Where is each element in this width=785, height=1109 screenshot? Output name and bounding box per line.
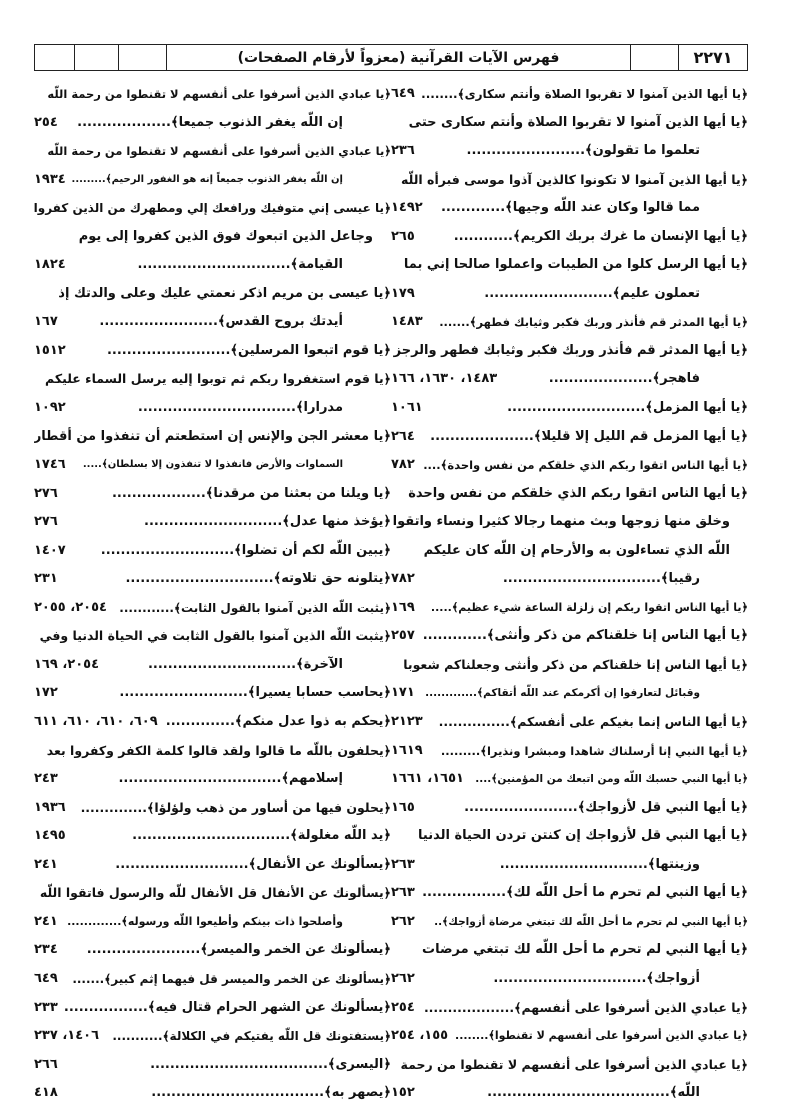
index-line <box>34 223 391 252</box>
page-reference: ١٠٦١ <box>391 400 423 416</box>
index-line <box>34 737 391 766</box>
index-line <box>34 879 391 908</box>
index-line <box>34 537 391 566</box>
verse-text: ﴿يا عبادي الذين أسرفوا على أنفسهم لا تقنطوا من رحمة اللّه <box>47 144 391 159</box>
index-line <box>34 1051 391 1080</box>
page-reference: ٦٠٩، ٦١٠، ٦١٠، ٦١١ <box>34 714 158 730</box>
index-line <box>391 480 748 509</box>
verse-text: ﴿يا عيسى إني متوفيك ورافعك إلي ومطهرك من الذين كفروا <box>34 201 391 216</box>
verse-text: ﴿يسألونك عن الخمر والميسر قل فيهما إثم كبير﴾....... <box>72 971 391 986</box>
index-line <box>391 1079 748 1108</box>
verse-text: ﴿يحلفون باللّه ما قالوا ولقد قالوا كلمة الكفر وكفروا بعد <box>46 742 391 758</box>
verse-text: ﴿يحكم به ذوا عدل منكم﴾.............. <box>165 714 391 730</box>
index-line <box>391 594 748 623</box>
verse-text: ﴿يا أيها الناس اتقوا ربكم الذي خلقكم من نفس واحدة <box>408 485 748 501</box>
index-line <box>391 223 748 252</box>
index-line <box>34 851 391 880</box>
page-reference: ٦٤٩ <box>391 86 415 101</box>
verse-text: مما قالوا وكان عند اللّه وجيها﴾............. <box>440 200 700 216</box>
header-empty-cell <box>35 45 75 70</box>
verse-text: ﴿يبين اللّه لكم أن تضلوا﴾........................... <box>100 542 391 558</box>
page-reference: ١٠٩٢ <box>34 400 66 416</box>
verse-text: إسلامهم﴾................................. <box>118 771 343 787</box>
index-line <box>391 936 748 965</box>
index-line <box>391 365 748 394</box>
verse-text: ﴿يا أيها الإنسان ما غرك بربك الكريم﴾............ <box>453 228 748 244</box>
index-line <box>34 423 391 452</box>
index-line <box>34 936 391 965</box>
verse-text: أزواجك﴾............................... <box>493 970 700 986</box>
index-line <box>391 451 748 480</box>
index-line <box>34 166 391 195</box>
index-line <box>34 308 391 337</box>
verse-text: إن اللّه يغفر الذنوب جميعاً إنه هو الغفور الرحيم﴾......... <box>71 173 343 185</box>
index-line <box>391 879 748 908</box>
verse-text: رقيبا﴾................................ <box>502 571 700 587</box>
header-empty-cell <box>631 45 679 70</box>
index-line <box>34 908 391 937</box>
verse-text: اللّه﴾..................................... <box>487 1085 700 1101</box>
index-line <box>391 965 748 994</box>
index-line <box>391 622 748 651</box>
verse-text: ﴿يا أيها الذين آمنوا لا تكونوا كالذين آذوا موسى فبرأه اللّه <box>401 171 748 187</box>
index-line <box>34 508 391 537</box>
verse-text: مدرارا﴾................................ <box>137 400 343 416</box>
verse-text: ﴿يا أيها النبي لم تحرم ما أحل اللّه لك﴾................. <box>422 885 748 901</box>
verse-text: ﴿يا أيها الرسل كلوا من الطيبات واعملوا صالحا إني بما <box>403 257 748 273</box>
verse-text: ﴿يا أيها النبي حسبك اللّه ومن اتبعك من المؤمنين﴾.... <box>475 773 748 786</box>
verse-text: القيامة﴾............................... <box>137 257 343 273</box>
index-line <box>34 194 391 223</box>
index-line <box>391 166 748 195</box>
verse-text: أيدتك بروح القدس﴾........................ <box>99 314 343 330</box>
page-reference: ٢٠٥٤، ٢٠٥٥ <box>34 599 107 615</box>
verse-text: وأصلحوا ذات بينكم وأطيعوا اللّه ورسوله﴾............. <box>67 914 343 928</box>
index-line <box>34 1022 391 1051</box>
page-reference: ١٧٢ <box>34 685 58 701</box>
page-reference: ١٤٨٣ <box>391 314 423 330</box>
verse-text: ﴿يا أيها المزمل﴾............................ <box>507 400 748 416</box>
index-line <box>391 109 748 138</box>
page-reference: ١٦٩ <box>391 599 415 615</box>
index-line <box>391 251 748 280</box>
index-line <box>34 565 391 594</box>
index-line <box>34 337 391 366</box>
verse-text: ﴿يا أيها الناس إنما بغيكم على أنفسكم﴾............... <box>438 714 748 730</box>
page-reference: ٧٨٢ <box>391 457 415 473</box>
page-reference: ٢٦٥ <box>391 228 415 244</box>
index-line <box>391 537 748 566</box>
verse-text: ﴿يحلون فيها من أساور من ذهب ولؤلؤا﴾.............. <box>80 799 391 815</box>
page-reference: ٢٦٢ <box>391 970 415 986</box>
verse-text: ﴿يا أيها المدثر قم فأنذر وربك فكبر وثيابك فطهر والرجز <box>393 342 748 358</box>
index-line <box>34 765 391 794</box>
verse-text: ﴿يؤخذ منها عدل﴾............................ <box>144 514 391 530</box>
verse-text: ﴿يا أيها النبي قل لأزواجك إن كنتن تردن الحياة الدنيا <box>418 828 748 844</box>
verse-text: ﴿يا أيها النبي إنا أرسلناك شاهدا ومبشرا ونذيرا﴾......... <box>440 743 748 758</box>
page-reference: ١٦٥ <box>391 799 415 815</box>
page-reference: ١٤٠٦، ٢٣٧ <box>34 1028 100 1044</box>
page-reference: ٢٦٢ <box>391 913 415 929</box>
index-line <box>34 622 391 651</box>
page-reference: ١٦٥١، ١٦٦١ <box>391 771 464 787</box>
verse-text: ﴿يثبت اللّه الذين آمنوا بالقول الثابت في الحياة الدنيا وفي <box>39 628 391 644</box>
page-reference: ١٧٩ <box>391 285 415 301</box>
page-reference: ٢٥٤ <box>391 999 415 1015</box>
page-reference: ٢٤٣ <box>34 771 58 787</box>
index-line <box>34 480 391 509</box>
index-column-left <box>34 80 391 1108</box>
page-reference: ١٤٩٢ <box>391 200 423 216</box>
page-reference: ٢٣٦ <box>391 143 415 159</box>
page-reference: ٢٧٦ <box>34 514 58 530</box>
index-line <box>34 280 391 309</box>
index-line <box>34 1079 391 1108</box>
index-line <box>34 708 391 737</box>
verse-text: وجاعل الذين اتبعوك فوق الذين كفروا إلى يوم <box>78 228 373 244</box>
verse-text: ﴿يثبت اللّه الذين آمنوا بالقول الثابت﴾............ <box>119 600 391 615</box>
verse-text: ﴿يتلونه حق تلاوته﴾.............................. <box>125 571 391 587</box>
page-reference: ١٤٩٥ <box>34 828 66 844</box>
index-line <box>391 822 748 851</box>
verse-text: ﴿اليسرى﴾.................................... <box>150 1056 391 1072</box>
index-line <box>391 679 748 708</box>
page-reference: ١٨٢٤ <box>34 257 66 273</box>
page-reference: ١٦١٩ <box>391 742 423 758</box>
index-line <box>391 651 748 680</box>
index-line <box>34 394 391 423</box>
verse-text: ﴿يا أيها النبي قل لأزواجك﴾....................... <box>464 799 748 815</box>
page-reference: ١٩٣٤ <box>34 171 66 187</box>
page-reference: ١٦٧ <box>34 314 58 330</box>
verse-text: ﴿يا عبادي الذين أسرفوا على أنفسهم لا تقنطوا من رحمة اللّه <box>47 87 391 101</box>
page-reference: ١٤٨٣، ١٦٣٠، ١٦٦ <box>391 371 498 387</box>
index-line <box>391 708 748 737</box>
verse-text: ﴿يد اللّه مغلولة﴾................................ <box>132 828 391 844</box>
index-line <box>391 1022 748 1051</box>
index-line <box>391 423 748 452</box>
verse-text: ﴿يسألونك عن الشهر الحرام قتال فيه﴾................. <box>63 999 391 1015</box>
index-line <box>34 251 391 280</box>
index-line <box>391 737 748 766</box>
verse-text: ﴿يصهر به﴾................................... <box>151 1085 391 1101</box>
verse-text: ﴿يا أيها المدثر قم فأنذر وربك فكبر وثيابك فطهر﴾....... <box>439 315 748 330</box>
verse-text: ﴿يا أيها النبي لم تحرم ما أحل اللّه لك تبتغي مرضاة أزواجك﴾.. <box>434 915 748 928</box>
verse-text: الآخرة﴾.............................. <box>147 656 343 672</box>
verse-text: ﴿يستفتونك قل اللّه يفتيكم في الكلالة﴾........... <box>112 1029 391 1044</box>
verse-text: ﴿يحاسب حسابا يسيرا﴾.......................... <box>119 685 391 701</box>
verse-text: ﴿يسألونك عن الأنفال﴾........................... <box>115 856 391 872</box>
verse-text: ﴿يا ويلنا من بعثنا من مرقدنا﴾................... <box>111 485 391 501</box>
verse-text: وخلق منها زوجها وبث منهما رجالا كثيرا ونساء واتقوا <box>392 514 730 530</box>
index-line <box>391 565 748 594</box>
verse-text: ﴿يا أيها الذين آمنوا لا تقربوا الصلاة وأنتم سكارى حتى <box>408 114 748 130</box>
page-number: ٢٢٧١ <box>693 48 733 67</box>
header-empty-cell <box>119 45 167 70</box>
index-line <box>391 908 748 937</box>
index-line <box>34 679 391 708</box>
verse-text: ﴿يا أيها الذين آمنوا لا تقربوا الصلاة وأنتم سكارى﴾........ <box>421 87 748 101</box>
index-line <box>391 794 748 823</box>
page-reference: ٤١٨ <box>34 1085 58 1101</box>
page-reference: ٢٠٥٤، ١٦٩ <box>34 656 100 672</box>
page-reference: ٢٤١ <box>34 913 58 929</box>
verse-text: السماوات والأرض فانفذوا لا تنفذون إلا بسلطان﴾..... <box>82 459 343 471</box>
index-line <box>34 994 391 1023</box>
verse-text: ﴿يا أيها الناس إنا خلقناكم من ذكر وأنثى﴾............. <box>422 628 748 644</box>
verse-text: ﴿يا معشر الجن والإنس إن استطعتم أن تنفذوا من أقطار <box>34 428 391 444</box>
verse-text: ﴿يا أيها النبي لم تحرم ما أحل اللّه لك تبتغي مرضات <box>422 942 748 958</box>
verse-text: وزينتها﴾.............................. <box>499 856 700 872</box>
verse-text: اللّه الذي تساءلون به والأرحام إن اللّه كان عليكم <box>423 542 730 558</box>
index-line <box>391 308 748 337</box>
index-line <box>391 394 748 423</box>
verse-text: ﴿يا أيها الناس اتقوا ربكم إن زلزلة الساعة شيء عظيم﴾..... <box>430 600 748 614</box>
page-reference: ٢٦٤ <box>391 428 415 444</box>
page-reference: ١٥٢ <box>391 1085 415 1101</box>
verse-text: ﴿يسألونك عن الأنفال قل الأنفال للّه والرسول فاتقوا اللّه <box>39 885 391 901</box>
verse-text: تعملون عليم﴾.......................... <box>484 285 700 301</box>
index-line <box>391 508 748 537</box>
page-reference: ٢١٢٣ <box>391 714 423 730</box>
index-line <box>34 80 391 109</box>
index-line <box>391 1051 748 1080</box>
page-reference: ٢٦٣ <box>391 885 415 901</box>
verse-text: ﴿يا عبادي الذين أسرفوا على أنفسهم﴾................... <box>423 999 748 1015</box>
verse-text: وقبائل لتعارفوا إن أكرمكم عند اللّه أتقاكم﴾............. <box>425 687 700 700</box>
verse-text: إن اللّه يغفر الذنوب جميعا﴾................... <box>77 114 343 130</box>
index-line <box>391 765 748 794</box>
verse-text: فاهجر﴾..................... <box>548 371 700 387</box>
index-line <box>391 194 748 223</box>
index-line <box>34 651 391 680</box>
page-reference: ١٧١ <box>391 685 415 701</box>
page-reference: ٦٤٩ <box>34 970 58 986</box>
index-line <box>391 280 748 309</box>
index-line <box>391 337 748 366</box>
page-reference: ٧٨٢ <box>391 571 415 587</box>
page-reference: ٢٥٤ <box>34 114 58 130</box>
verse-text: ﴿يا أيها الناس اتقوا ربكم الذي خلقكم من نفس واحدة﴾.... <box>423 458 748 473</box>
index-line <box>34 794 391 823</box>
page-reference: ٢٣٤ <box>34 942 58 958</box>
page-reference: ٢٦٣ <box>391 856 415 872</box>
page-reference: ٢٣١ <box>34 571 58 587</box>
index-line <box>34 365 391 394</box>
index-line <box>391 137 748 166</box>
page-reference: ١٩٣٦ <box>34 799 66 815</box>
index-column-right <box>391 80 748 1108</box>
verse-text: ﴿يا قوم اتبعوا المرسلين﴾......................... <box>106 342 391 358</box>
verse-text: ﴿يا عبادي الذين أسرفوا على أنفسهم لا تقنطوا من رحمة <box>400 1056 748 1072</box>
verse-text: ﴿يا أيها المزمل قم الليل إلا قليلا﴾..................... <box>430 428 748 444</box>
page-reference: ١٤٠٧ <box>34 542 66 558</box>
index-line <box>34 109 391 138</box>
verse-text: تعلموا ما تقولون﴾........................ <box>466 143 700 159</box>
header-title: فهرس الآيات القرآنية (معزواً لأرقام الصفحات) <box>167 45 631 70</box>
index-line <box>391 851 748 880</box>
page-reference: ٢٧٦ <box>34 485 58 501</box>
verse-text: ﴿يا أيها الناس إنا خلقناكم من ذكر وأنثى وجعلناكم شعوبا <box>403 656 748 672</box>
header-empty-cell <box>75 45 119 70</box>
page-reference: ٢٥٧ <box>391 628 415 644</box>
verse-text: ﴿يا عبادي الذين أسرفوا على أنفسهم لا تقنطوا﴾........ <box>455 1029 748 1043</box>
page-reference: ٢٣٣ <box>34 999 58 1015</box>
index-line <box>34 965 391 994</box>
page-reference: ١٥٥، ٢٥٤ <box>391 1028 449 1044</box>
index-line <box>391 994 748 1023</box>
index-line <box>391 80 748 109</box>
index-line <box>34 594 391 623</box>
page-reference: ١٧٤٦ <box>34 457 66 473</box>
index-line <box>34 822 391 851</box>
verse-text: ﴿يا قوم استغفروا ربكم ثم توبوا إليه يرسل السماء عليكم <box>45 371 391 387</box>
verse-text: ﴿يسألونك عن الخمر والميسر﴾....................... <box>86 942 391 958</box>
index-line <box>34 451 391 480</box>
verse-text: ﴿يا عيسى بن مريم اذكر نعمتي عليك وعلى والدتك إذ <box>58 285 391 301</box>
page-reference: ١٥١٢ <box>34 342 66 358</box>
index-line <box>34 137 391 166</box>
page-reference: ٢٦٦ <box>34 1056 58 1072</box>
page-header <box>34 44 748 71</box>
page-reference: ٢٤١ <box>34 856 58 872</box>
